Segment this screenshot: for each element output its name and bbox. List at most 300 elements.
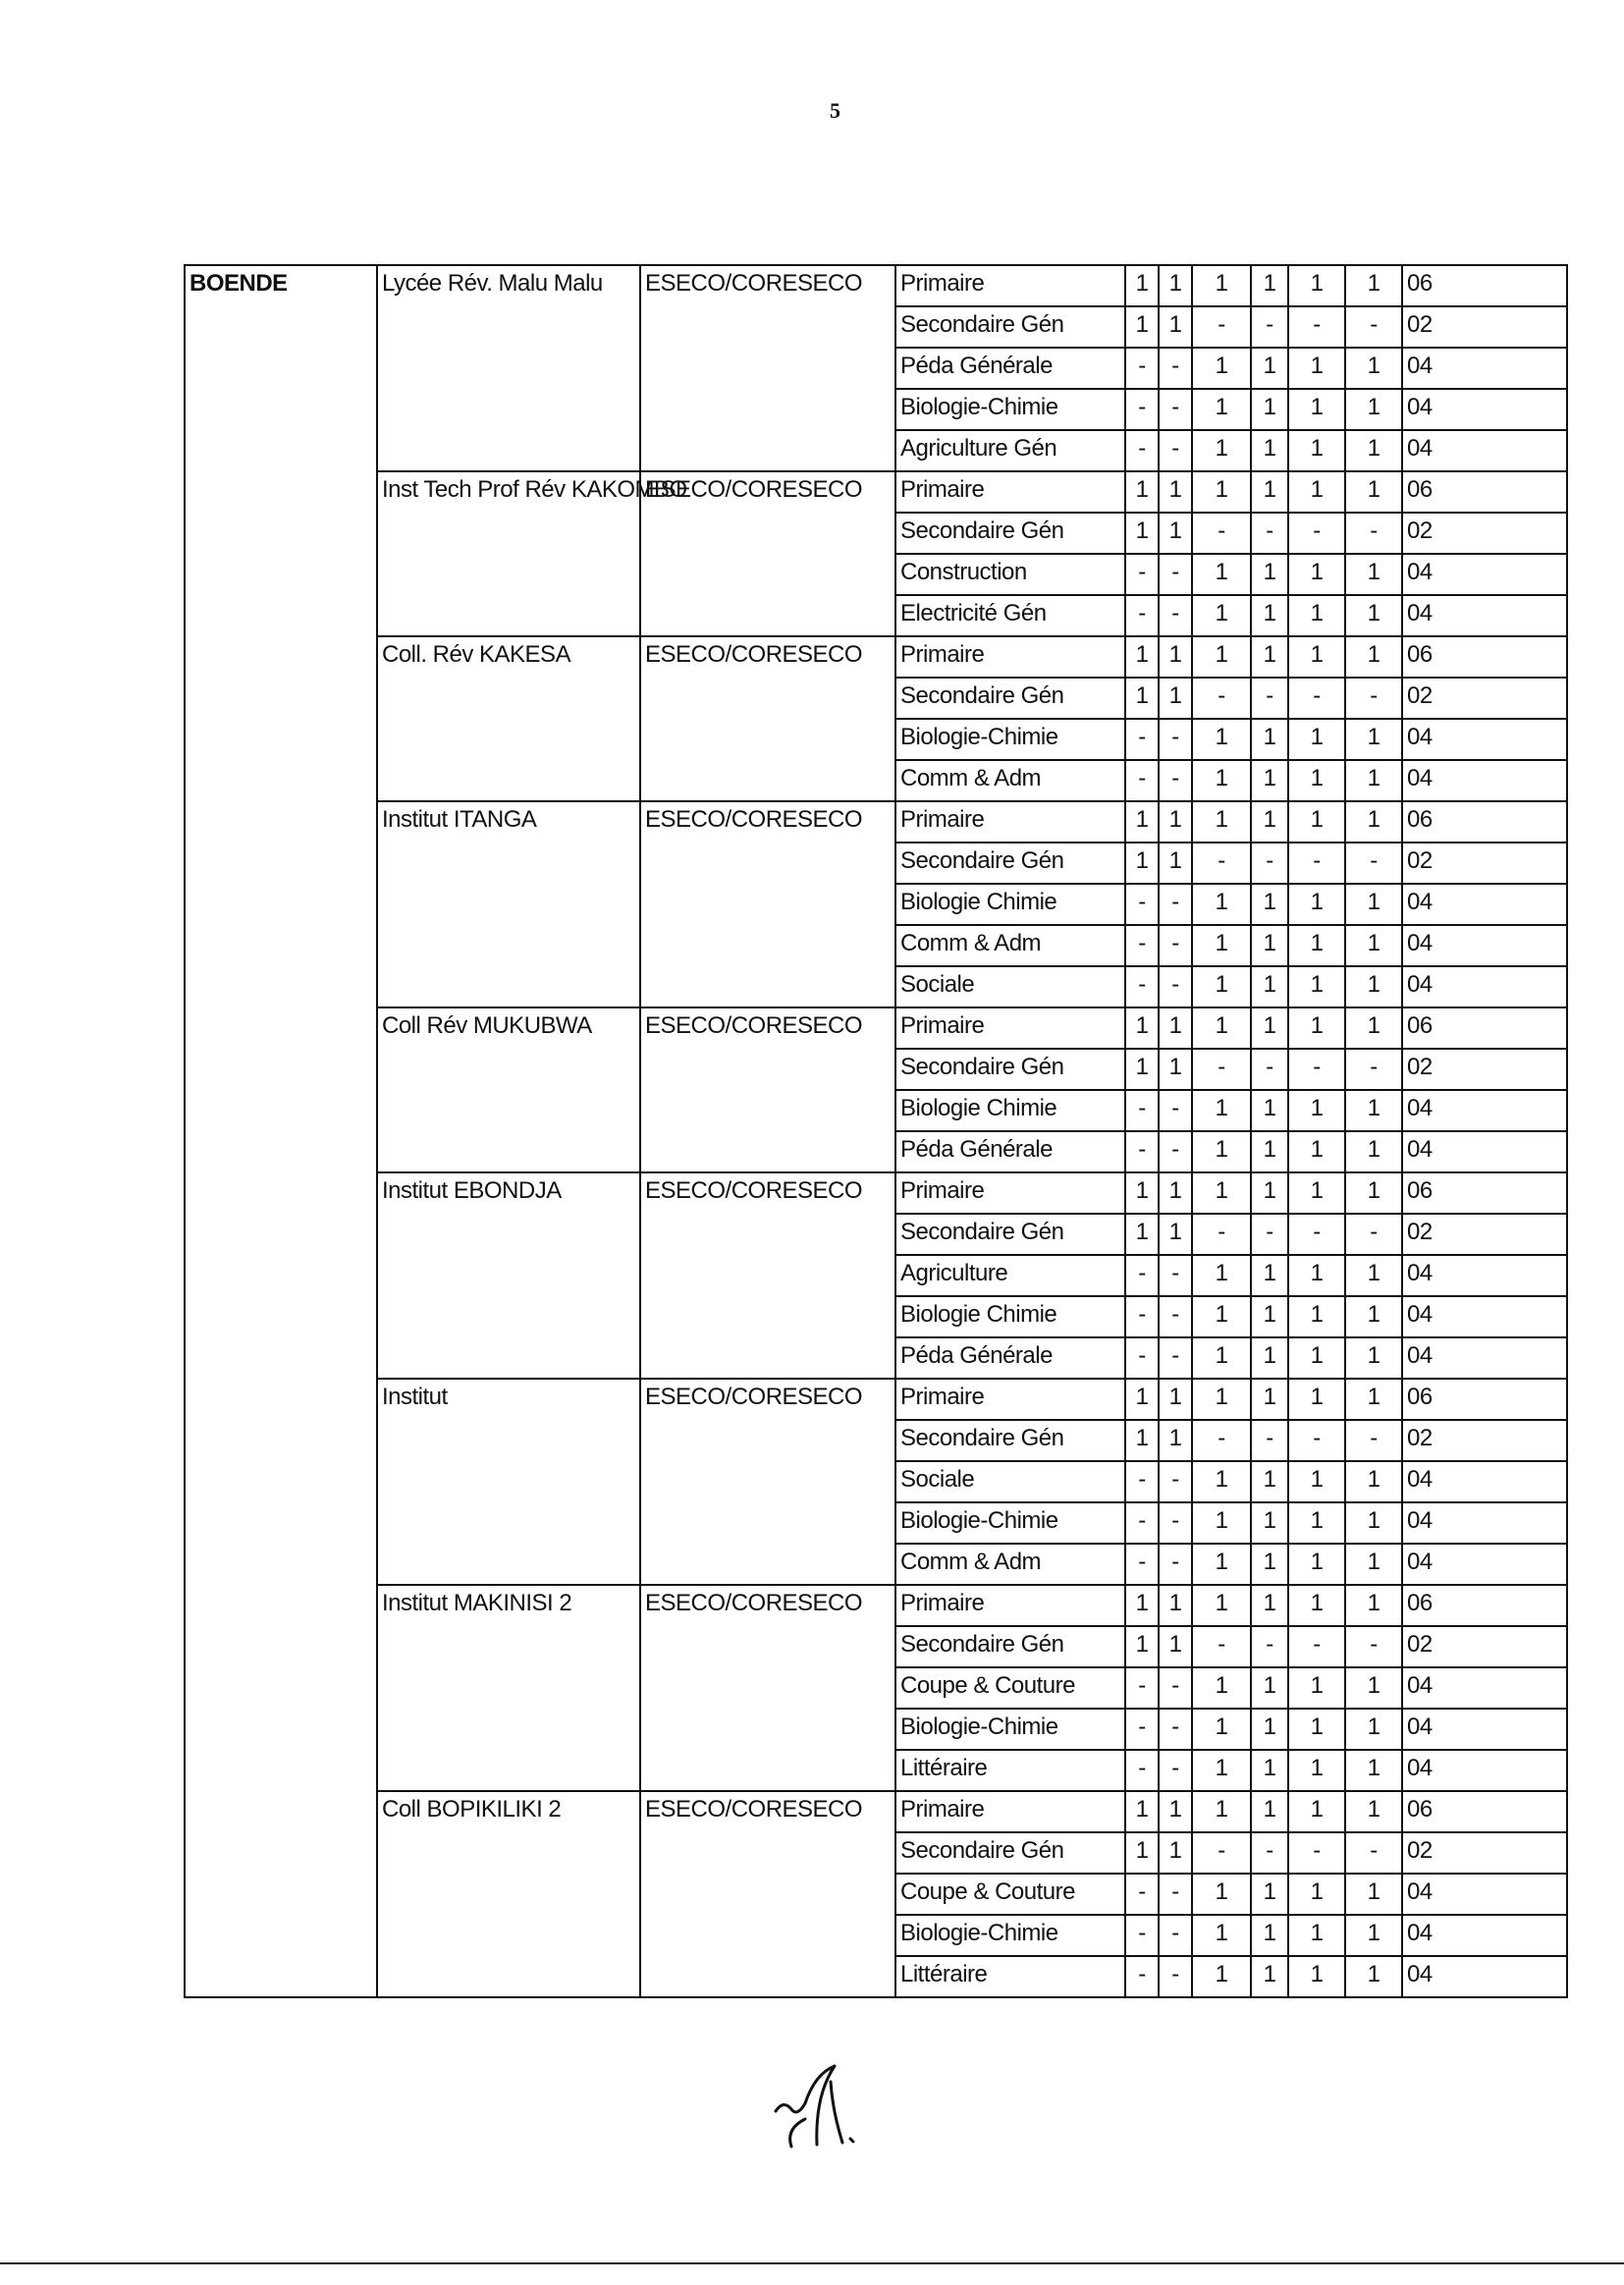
schools-table <box>184 264 1568 1998</box>
grade-cell: 1 <box>1125 1585 1159 1626</box>
grade-cell: - <box>1288 1049 1345 1090</box>
table-row <box>185 1791 1567 1832</box>
grade-cell: 1 <box>1125 678 1159 719</box>
grade-cell: - <box>1125 1502 1159 1544</box>
grade-cell: 1 <box>1192 1131 1251 1172</box>
grade-cell: - <box>1251 1626 1288 1667</box>
grade-cell: 1 <box>1192 1956 1251 1997</box>
option-cell: Secondaire Gén <box>895 843 1125 884</box>
grade-cell: 1 <box>1125 471 1159 513</box>
grade-cell: 1 <box>1345 1544 1402 1585</box>
total-cell: 06 <box>1402 1172 1567 1214</box>
option-cell: Biologie Chimie <box>895 884 1125 925</box>
grade-cell: 1 <box>1288 1750 1345 1791</box>
grade-cell: 1 <box>1288 265 1345 306</box>
bottom-rule <box>0 2262 1624 2264</box>
grade-cell: 1 <box>1288 595 1345 636</box>
school-name-cell: Institut <box>377 1379 640 1585</box>
table-row <box>185 265 1567 306</box>
option-cell: Secondaire Gén <box>895 678 1125 719</box>
total-cell: 04 <box>1402 1667 1567 1709</box>
grade-cell: 1 <box>1251 265 1288 306</box>
grade-cell: - <box>1345 513 1402 554</box>
total-cell: 04 <box>1402 430 1567 471</box>
grade-cell: 1 <box>1192 595 1251 636</box>
grade-cell: 1 <box>1192 1379 1251 1420</box>
grade-cell: 1 <box>1288 1585 1345 1626</box>
grade-cell: - <box>1159 925 1192 966</box>
grade-cell: 1 <box>1125 1832 1159 1874</box>
option-cell: Agriculture Gén <box>895 430 1125 471</box>
grade-cell: 1 <box>1192 884 1251 925</box>
network-cell: ESECO/CORESECO <box>640 1172 895 1379</box>
grade-cell: - <box>1125 1750 1159 1791</box>
grade-cell: - <box>1251 678 1288 719</box>
grade-cell: 1 <box>1251 430 1288 471</box>
page-number: 5 <box>830 98 840 123</box>
grade-cell: 1 <box>1192 1337 1251 1379</box>
grade-cell: - <box>1159 389 1192 430</box>
grade-cell: 1 <box>1345 884 1402 925</box>
grade-cell: 1 <box>1251 760 1288 801</box>
total-cell: 02 <box>1402 306 1567 348</box>
grade-cell: - <box>1345 1626 1402 1667</box>
grade-cell: 1 <box>1288 348 1345 389</box>
option-cell: Comm & Adm <box>895 1544 1125 1585</box>
grade-cell: 1 <box>1192 1544 1251 1585</box>
table-row <box>185 471 1567 513</box>
option-cell: Primaire <box>895 801 1125 843</box>
total-cell: 04 <box>1402 1915 1567 1956</box>
grade-cell: - <box>1125 966 1159 1007</box>
table-row <box>185 801 1567 843</box>
grade-cell: 1 <box>1288 1709 1345 1750</box>
grade-cell: 1 <box>1159 843 1192 884</box>
grade-cell: - <box>1345 1420 1402 1461</box>
grade-cell: 1 <box>1159 1214 1192 1255</box>
grade-cell: 1 <box>1288 1461 1345 1502</box>
grade-cell: 1 <box>1251 595 1288 636</box>
grade-cell: - <box>1192 1049 1251 1090</box>
grade-cell: - <box>1159 1956 1192 1997</box>
option-cell: Biologie Chimie <box>895 1090 1125 1131</box>
grade-cell: 1 <box>1159 1585 1192 1626</box>
grade-cell: - <box>1125 1296 1159 1337</box>
grade-cell: 1 <box>1159 636 1192 678</box>
table-row <box>185 1585 1567 1626</box>
grade-cell: 1 <box>1288 1131 1345 1172</box>
total-cell: 06 <box>1402 471 1567 513</box>
grade-cell: 1 <box>1251 1172 1288 1214</box>
grade-cell: - <box>1345 843 1402 884</box>
grade-cell: 1 <box>1288 389 1345 430</box>
total-cell: 06 <box>1402 801 1567 843</box>
grade-cell: 1 <box>1345 925 1402 966</box>
grade-cell: 1 <box>1345 966 1402 1007</box>
grade-cell: 1 <box>1345 1379 1402 1420</box>
total-cell: 04 <box>1402 1874 1567 1915</box>
grade-cell: - <box>1251 1420 1288 1461</box>
grade-cell: 1 <box>1251 1255 1288 1296</box>
grade-cell: 1 <box>1288 1007 1345 1049</box>
grade-cell: 1 <box>1192 471 1251 513</box>
grade-cell: 1 <box>1192 1791 1251 1832</box>
grade-cell: 1 <box>1345 1915 1402 1956</box>
total-cell: 06 <box>1402 1379 1567 1420</box>
grade-cell: 1 <box>1288 554 1345 595</box>
grade-cell: 1 <box>1192 1502 1251 1544</box>
total-cell: 06 <box>1402 1791 1567 1832</box>
grade-cell: 1 <box>1192 636 1251 678</box>
option-cell: Biologie Chimie <box>895 1296 1125 1337</box>
grade-cell: 1 <box>1345 760 1402 801</box>
grade-cell: - <box>1125 884 1159 925</box>
grade-cell: 1 <box>1159 265 1192 306</box>
grade-cell: 1 <box>1159 513 1192 554</box>
grade-cell: - <box>1159 1337 1192 1379</box>
grade-cell: 1 <box>1125 801 1159 843</box>
grade-cell: 1 <box>1345 1956 1402 1997</box>
grade-cell: 1 <box>1125 1172 1159 1214</box>
option-cell: Primaire <box>895 1585 1125 1626</box>
grade-cell: 1 <box>1288 884 1345 925</box>
grade-cell: 1 <box>1251 1874 1288 1915</box>
grade-cell: - <box>1125 1131 1159 1172</box>
grade-cell: - <box>1288 513 1345 554</box>
grade-cell: 1 <box>1125 306 1159 348</box>
grade-cell: 1 <box>1192 925 1251 966</box>
grade-cell: 1 <box>1251 1461 1288 1502</box>
grade-cell: - <box>1159 1915 1192 1956</box>
grade-cell: 1 <box>1192 348 1251 389</box>
grade-cell: 1 <box>1345 1667 1402 1709</box>
grade-cell: 1 <box>1288 1791 1345 1832</box>
grade-cell: - <box>1251 1832 1288 1874</box>
grade-cell: 1 <box>1159 1420 1192 1461</box>
grade-cell: 1 <box>1192 1585 1251 1626</box>
option-cell: Sociale <box>895 1461 1125 1502</box>
grade-cell: - <box>1159 1090 1192 1131</box>
school-name-cell: Institut EBONDJA <box>377 1172 640 1379</box>
grade-cell: 1 <box>1251 1007 1288 1049</box>
grade-cell: - <box>1159 595 1192 636</box>
total-cell: 04 <box>1402 389 1567 430</box>
grade-cell: 1 <box>1288 1667 1345 1709</box>
grade-cell: 1 <box>1125 1379 1159 1420</box>
grade-cell: - <box>1125 719 1159 760</box>
grade-cell: 1 <box>1251 966 1288 1007</box>
grade-cell: - <box>1125 1915 1159 1956</box>
network-cell: ESECO/CORESECO <box>640 1379 895 1585</box>
grade-cell: 1 <box>1192 719 1251 760</box>
grade-cell: - <box>1192 678 1251 719</box>
option-cell: Comm & Adm <box>895 760 1125 801</box>
total-cell: 04 <box>1402 1544 1567 1585</box>
option-cell: Littéraire <box>895 1956 1125 1997</box>
grade-cell: 1 <box>1125 1007 1159 1049</box>
grade-cell: 1 <box>1345 1090 1402 1131</box>
network-cell: ESECO/CORESECO <box>640 265 895 471</box>
total-cell: 06 <box>1402 1007 1567 1049</box>
grade-cell: 1 <box>1345 1709 1402 1750</box>
grade-cell: 1 <box>1251 1791 1288 1832</box>
grade-cell: 1 <box>1251 719 1288 760</box>
grade-cell: 1 <box>1288 471 1345 513</box>
total-cell: 04 <box>1402 595 1567 636</box>
grade-cell: - <box>1125 760 1159 801</box>
grade-cell: 1 <box>1192 1709 1251 1750</box>
grade-cell: 1 <box>1345 1255 1402 1296</box>
grade-cell: - <box>1192 513 1251 554</box>
table-row <box>185 1172 1567 1214</box>
total-cell: 04 <box>1402 554 1567 595</box>
grade-cell: 1 <box>1192 1461 1251 1502</box>
total-cell: 02 <box>1402 678 1567 719</box>
grade-cell: - <box>1159 1544 1192 1585</box>
grade-cell: 1 <box>1251 1090 1288 1131</box>
grade-cell: 1 <box>1288 1956 1345 1997</box>
grade-cell: - <box>1125 1544 1159 1585</box>
grade-cell: - <box>1159 554 1192 595</box>
grade-cell: 1 <box>1192 1255 1251 1296</box>
grade-cell: 1 <box>1125 1049 1159 1090</box>
grade-cell: - <box>1159 966 1192 1007</box>
grade-cell: 1 <box>1345 389 1402 430</box>
option-cell: Comm & Adm <box>895 925 1125 966</box>
grade-cell: 1 <box>1345 1874 1402 1915</box>
network-cell: ESECO/CORESECO <box>640 1791 895 1997</box>
grade-cell: 1 <box>1251 801 1288 843</box>
grade-cell: 1 <box>1159 1049 1192 1090</box>
total-cell: 04 <box>1402 1090 1567 1131</box>
grade-cell: 1 <box>1159 678 1192 719</box>
option-cell: Biologie-Chimie <box>895 1709 1125 1750</box>
grade-cell: 1 <box>1288 1874 1345 1915</box>
grade-cell: 1 <box>1345 348 1402 389</box>
table-row <box>185 1007 1567 1049</box>
grade-cell: - <box>1288 1626 1345 1667</box>
grade-cell: 1 <box>1345 595 1402 636</box>
grade-cell: 1 <box>1288 1544 1345 1585</box>
grade-cell: 1 <box>1192 430 1251 471</box>
total-cell: 02 <box>1402 1214 1567 1255</box>
district-cell: BOENDE <box>185 265 377 1997</box>
grade-cell: 1 <box>1159 1832 1192 1874</box>
grade-cell: - <box>1125 1874 1159 1915</box>
grade-cell: 1 <box>1192 1667 1251 1709</box>
option-cell: Littéraire <box>895 1750 1125 1791</box>
grade-cell: - <box>1288 1832 1345 1874</box>
grade-cell: - <box>1125 1337 1159 1379</box>
grade-cell: - <box>1192 306 1251 348</box>
table-row <box>185 636 1567 678</box>
grade-cell: - <box>1192 1626 1251 1667</box>
grade-cell: - <box>1125 1461 1159 1502</box>
total-cell: 06 <box>1402 636 1567 678</box>
grade-cell: - <box>1125 1255 1159 1296</box>
signature <box>766 2062 903 2150</box>
grade-cell: 1 <box>1159 1172 1192 1214</box>
option-cell: Primaire <box>895 1172 1125 1214</box>
grade-cell: - <box>1192 1214 1251 1255</box>
grade-cell: - <box>1125 389 1159 430</box>
grade-cell: - <box>1159 1461 1192 1502</box>
option-cell: Secondaire Gén <box>895 1420 1125 1461</box>
grade-cell: 1 <box>1288 801 1345 843</box>
grade-cell: - <box>1192 1832 1251 1874</box>
total-cell: 04 <box>1402 1750 1567 1791</box>
grade-cell: 1 <box>1288 1255 1345 1296</box>
grade-cell: 1 <box>1345 1502 1402 1544</box>
grade-cell: 1 <box>1159 1007 1192 1049</box>
option-cell: Biologie-Chimie <box>895 389 1125 430</box>
grade-cell: - <box>1251 1049 1288 1090</box>
option-cell: Péda Générale <box>895 1131 1125 1172</box>
grade-cell: - <box>1159 760 1192 801</box>
option-cell: Secondaire Gén <box>895 1214 1125 1255</box>
total-cell: 02 <box>1402 513 1567 554</box>
total-cell: 04 <box>1402 1502 1567 1544</box>
grade-cell: 1 <box>1192 1915 1251 1956</box>
grade-cell: 1 <box>1251 1502 1288 1544</box>
option-cell: Secondaire Gén <box>895 1832 1125 1874</box>
grade-cell: - <box>1159 1874 1192 1915</box>
grade-cell: - <box>1251 843 1288 884</box>
grade-cell: 1 <box>1192 554 1251 595</box>
grade-cell: 1 <box>1345 430 1402 471</box>
network-cell: ESECO/CORESECO <box>640 1585 895 1791</box>
option-cell: Primaire <box>895 265 1125 306</box>
grade-cell: - <box>1159 719 1192 760</box>
grade-cell: 1 <box>1251 554 1288 595</box>
grade-cell: 1 <box>1251 471 1288 513</box>
grade-cell: - <box>1125 348 1159 389</box>
option-cell: Biologie-Chimie <box>895 1915 1125 1956</box>
option-cell: Agriculture <box>895 1255 1125 1296</box>
grade-cell: 1 <box>1192 1172 1251 1214</box>
grade-cell: 1 <box>1125 843 1159 884</box>
grade-cell: 1 <box>1125 513 1159 554</box>
grade-cell: 1 <box>1288 636 1345 678</box>
grade-cell: 1 <box>1159 471 1192 513</box>
grade-cell: - <box>1125 554 1159 595</box>
option-cell: Primaire <box>895 1791 1125 1832</box>
grade-cell: - <box>1159 1750 1192 1791</box>
option-cell: Construction <box>895 554 1125 595</box>
grade-cell: 1 <box>1159 306 1192 348</box>
grade-cell: 1 <box>1192 760 1251 801</box>
grade-cell: 1 <box>1192 1007 1251 1049</box>
total-cell: 02 <box>1402 1832 1567 1874</box>
grade-cell: 1 <box>1288 1915 1345 1956</box>
grade-cell: - <box>1159 430 1192 471</box>
option-cell: Péda Générale <box>895 348 1125 389</box>
grade-cell: - <box>1159 1255 1192 1296</box>
grade-cell: 1 <box>1125 1626 1159 1667</box>
grade-cell: - <box>1125 1090 1159 1131</box>
grade-cell: 1 <box>1288 760 1345 801</box>
grade-cell: 1 <box>1125 1791 1159 1832</box>
grade-cell: - <box>1159 1502 1192 1544</box>
grade-cell: - <box>1345 1214 1402 1255</box>
grade-cell: 1 <box>1345 1172 1402 1214</box>
grade-cell: 1 <box>1345 1296 1402 1337</box>
total-cell: 02 <box>1402 1626 1567 1667</box>
grade-cell: - <box>1125 925 1159 966</box>
grade-cell: 1 <box>1288 430 1345 471</box>
grade-cell: 1 <box>1345 1791 1402 1832</box>
total-cell: 06 <box>1402 265 1567 306</box>
option-cell: Secondaire Gén <box>895 1626 1125 1667</box>
grade-cell: 1 <box>1192 966 1251 1007</box>
grade-cell: 1 <box>1288 1502 1345 1544</box>
grade-cell: 1 <box>1251 884 1288 925</box>
grade-cell: 1 <box>1125 1214 1159 1255</box>
grade-cell: 1 <box>1251 1667 1288 1709</box>
option-cell: Coupe & Couture <box>895 1874 1125 1915</box>
school-name-cell: Institut ITANGA <box>377 801 640 1007</box>
grade-cell: 1 <box>1345 1337 1402 1379</box>
total-cell: 04 <box>1402 1956 1567 1997</box>
grade-cell: 1 <box>1251 1915 1288 1956</box>
grade-cell: - <box>1125 430 1159 471</box>
option-cell: Primaire <box>895 471 1125 513</box>
grade-cell: 1 <box>1251 1131 1288 1172</box>
network-cell: ESECO/CORESECO <box>640 471 895 636</box>
grade-cell: 1 <box>1125 265 1159 306</box>
option-cell: Biologie-Chimie <box>895 1502 1125 1544</box>
option-cell: Secondaire Gén <box>895 1049 1125 1090</box>
grade-cell: 1 <box>1251 348 1288 389</box>
grade-cell: 1 <box>1251 1337 1288 1379</box>
grade-cell: 1 <box>1345 636 1402 678</box>
total-cell: 04 <box>1402 760 1567 801</box>
grade-cell: 1 <box>1159 801 1192 843</box>
grade-cell: 1 <box>1345 719 1402 760</box>
grade-cell: - <box>1159 884 1192 925</box>
grade-cell: - <box>1159 1667 1192 1709</box>
grade-cell: 1 <box>1251 1296 1288 1337</box>
grade-cell: - <box>1125 1667 1159 1709</box>
school-name-cell: Inst Tech Prof Rév KAKOMBO <box>377 471 640 636</box>
total-cell: 04 <box>1402 719 1567 760</box>
grade-cell: 1 <box>1251 636 1288 678</box>
grade-cell: - <box>1192 1420 1251 1461</box>
grade-cell: 1 <box>1345 265 1402 306</box>
grade-cell: - <box>1125 1709 1159 1750</box>
grade-cell: - <box>1159 348 1192 389</box>
total-cell: 02 <box>1402 1420 1567 1461</box>
total-cell: 04 <box>1402 925 1567 966</box>
option-cell: Primaire <box>895 1379 1125 1420</box>
grade-cell: 1 <box>1159 1626 1192 1667</box>
grade-cell: 1 <box>1125 1420 1159 1461</box>
grade-cell: - <box>1159 1709 1192 1750</box>
grade-cell: 1 <box>1345 1461 1402 1502</box>
total-cell: 02 <box>1402 843 1567 884</box>
grade-cell: 1 <box>1192 1090 1251 1131</box>
option-cell: Electricité Gén <box>895 595 1125 636</box>
grade-cell: 1 <box>1345 554 1402 595</box>
grade-cell: 1 <box>1192 265 1251 306</box>
grade-cell: 1 <box>1125 636 1159 678</box>
grade-cell: - <box>1345 1832 1402 1874</box>
grade-cell: - <box>1125 1956 1159 1997</box>
grade-cell: 1 <box>1159 1791 1192 1832</box>
grade-cell: 1 <box>1288 1379 1345 1420</box>
grade-cell: 1 <box>1288 1296 1345 1337</box>
grade-cell: - <box>1288 678 1345 719</box>
